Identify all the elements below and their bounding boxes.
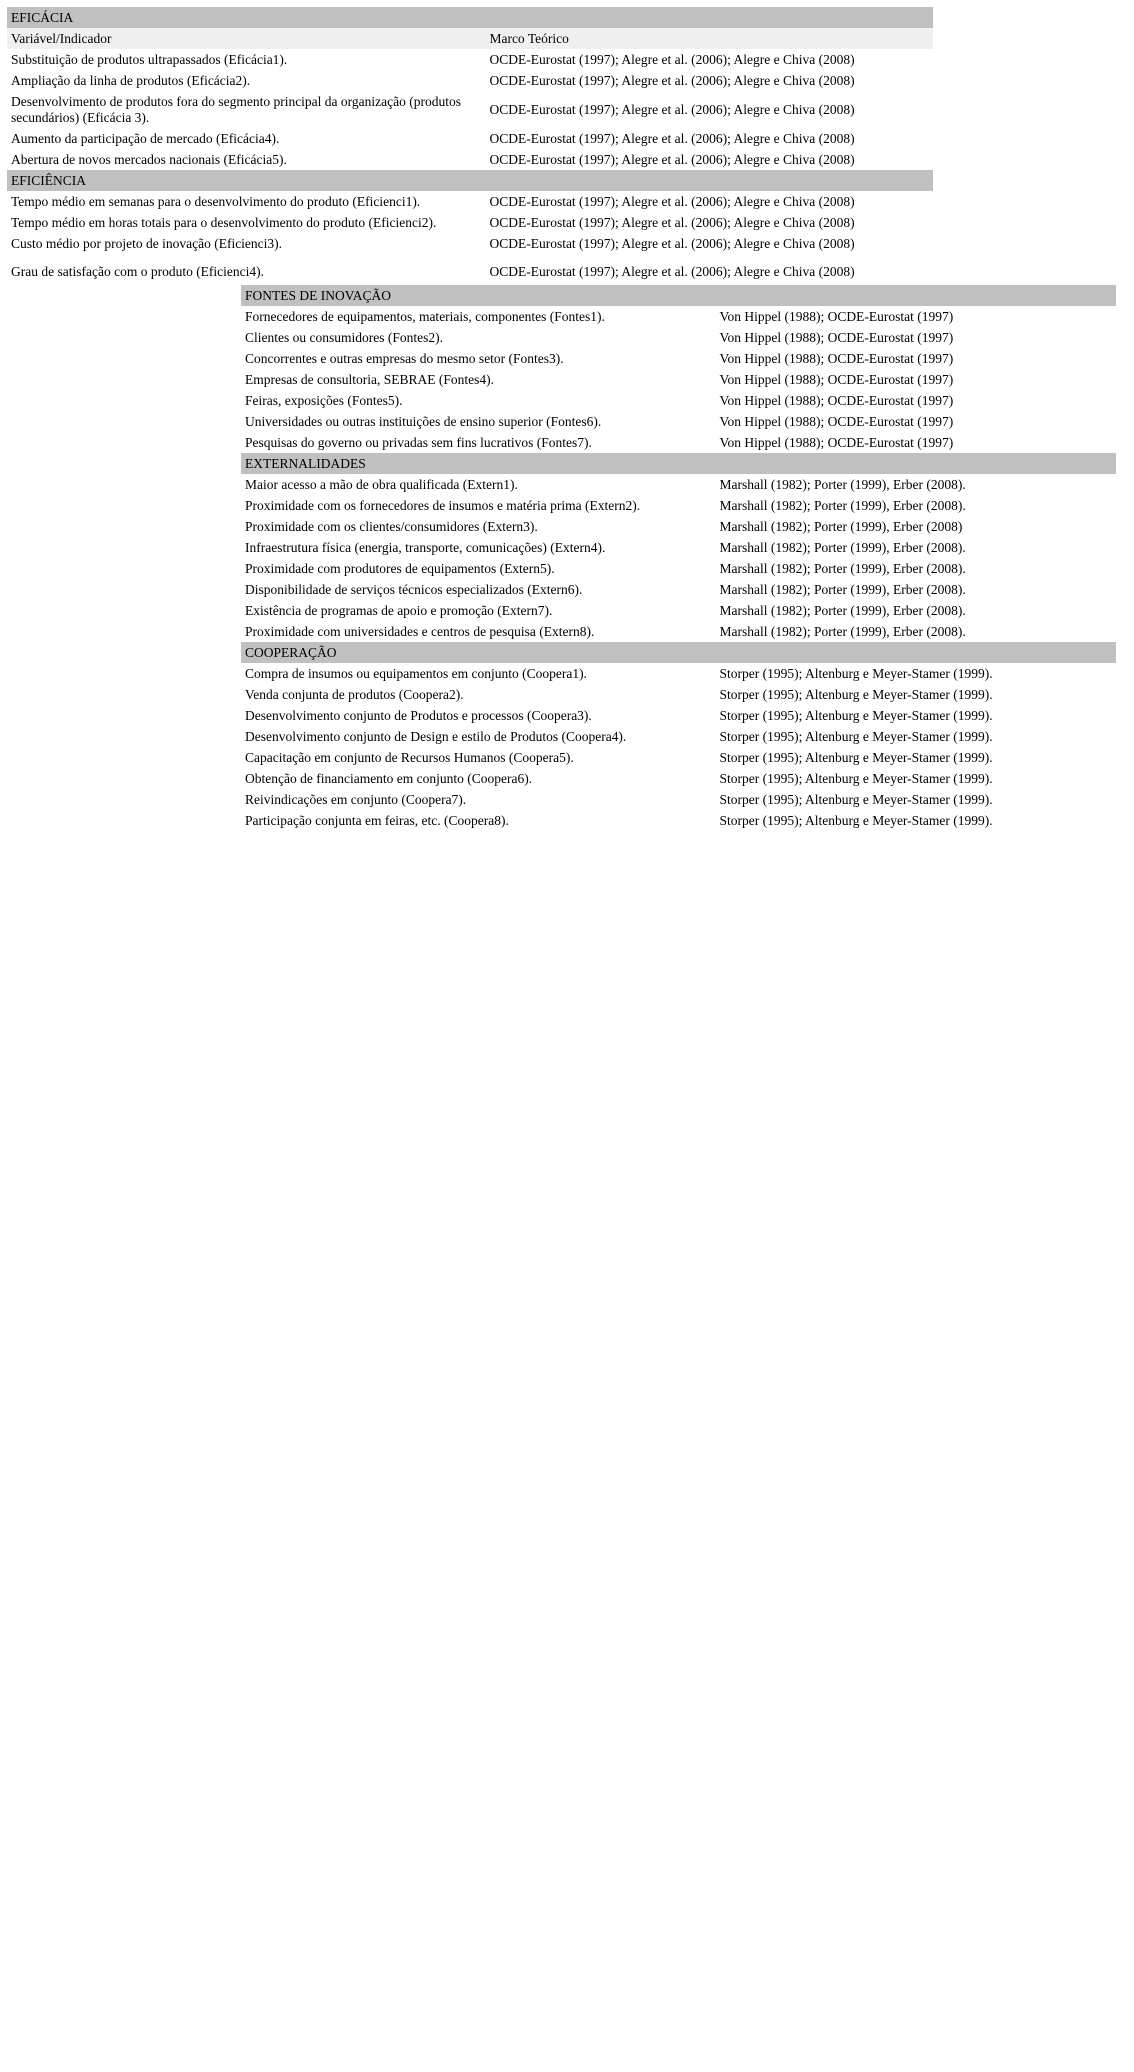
indicator-cell: Obtenção de financiamento em conjunto (Coopera6).: [245, 770, 533, 786]
indicator-cell: Substituição de produtos ultrapassados (Eficácia1).: [11, 51, 288, 67]
table-row: [241, 789, 1116, 810]
indicator-cell: Ampliação da linha de produtos (Eficácia2).: [11, 72, 251, 88]
indicator-cell: Feiras, exposições (Fontes5).: [245, 392, 403, 408]
table-row: [241, 768, 1116, 789]
section-title-eficiencia: EFICIÊNCIA: [7, 170, 933, 191]
indicator-cell: Maior acesso a mão de obra qualificada (Extern1).: [245, 476, 518, 492]
reference-cell: Storper (1995); Altenburg e Meyer-Stamer (1999).: [719, 686, 993, 702]
reference-cell: Storper (1995); Altenburg e Meyer-Stamer (1999).: [719, 728, 993, 744]
table-row: [241, 663, 1116, 684]
table-fontes-externalidades-cooperacao: [241, 285, 1116, 831]
reference-cell: Storper (1995); Altenburg e Meyer-Stamer (1999).: [719, 665, 993, 681]
indicator-cell: Compra de insumos ou equipamentos em conjunto (Coopera1).: [245, 665, 587, 681]
table-row: [241, 516, 1116, 537]
reference-cell: Marshall (1982); Porter (1999), Erber (2008).: [719, 602, 966, 618]
indicator-cell: Fornecedores de equipamentos, materiais, componentes (Fontes1).: [245, 308, 605, 324]
table-row: [7, 91, 933, 128]
indicator-cell: Concorrentes e outras empresas do mesmo setor (Fontes3).: [245, 350, 564, 366]
reference-cell: OCDE-Eurostat (1997); Alegre et al. (2006); Alegre e Chiva (2008): [489, 72, 855, 88]
indicator-cell: Universidades ou outras instituições de ensino superior (Fontes6).: [245, 413, 602, 429]
table-row: [241, 621, 1116, 642]
reference-cell: Marshall (1982); Porter (1999), Erber (2008): [719, 518, 963, 534]
table-row: [241, 348, 1116, 369]
indicator-cell: Proximidade com universidades e centros de pesquisa (Extern8).: [245, 623, 595, 639]
reference-cell: Storper (1995); Altenburg e Meyer-Stamer (1999).: [719, 791, 993, 807]
table-row: [241, 537, 1116, 558]
table-row: [7, 49, 933, 70]
indicator-cell: Empresas de consultoria, SEBRAE (Fontes4).: [245, 371, 494, 387]
column-header-row: [7, 28, 933, 49]
reference-cell: Storper (1995); Altenburg e Meyer-Stamer (1999).: [719, 707, 993, 723]
section-header-row: [241, 642, 1116, 663]
indicator-cell: Clientes ou consumidores (Fontes2).: [245, 329, 443, 345]
indicator-cell: Existência de programas de apoio e promoção (Extern7).: [245, 602, 553, 618]
table-row: [241, 747, 1116, 768]
table-row: [241, 306, 1116, 327]
indicator-cell: Desenvolvimento conjunto de Design e estilo de Produtos (Coopera4).: [245, 728, 627, 744]
reference-cell: OCDE-Eurostat (1997); Alegre et al. (2006); Alegre e Chiva (2008): [489, 214, 855, 230]
indicator-cell: Abertura de novos mercados nacionais (Eficácia5).: [11, 151, 287, 167]
reference-cell: OCDE-Eurostat (1997); Alegre et al. (2006); Alegre e Chiva (2008): [489, 130, 855, 146]
indicator-cell: Desenvolvimento de produtos fora do segmento principal da organização (produtos secundários) (Eficácia 3).: [11, 93, 462, 125]
reference-cell: OCDE-Eurostat (1997); Alegre et al. (2006); Alegre e Chiva (2008): [489, 151, 855, 167]
reference-cell: Von Hippel (1988); OCDE-Eurostat (1997): [719, 392, 954, 408]
indicator-cell: Proximidade com os fornecedores de insumos e matéria prima (Extern2).: [245, 497, 641, 513]
indicator-cell: Desenvolvimento conjunto de Produtos e processos (Coopera3).: [245, 707, 592, 723]
reference-cell: Von Hippel (1988); OCDE-Eurostat (1997): [719, 413, 954, 429]
reference-cell: Von Hippel (1988); OCDE-Eurostat (1997): [719, 371, 954, 387]
table-row: [241, 579, 1116, 600]
section-header-row: [7, 7, 933, 28]
table-row: [7, 233, 933, 254]
table-row: [241, 495, 1116, 516]
reference-cell: Storper (1995); Altenburg e Meyer-Stamer (1999).: [719, 749, 993, 765]
indicator-cell: Infraestrutura física (energia, transporte, comunicações) (Extern4).: [245, 539, 606, 555]
table-row: [241, 726, 1116, 747]
table-row: [7, 70, 933, 91]
table-row: [7, 128, 933, 149]
table-row: [241, 411, 1116, 432]
indicator-cell: Proximidade com produtores de equipamentos (Extern5).: [245, 560, 555, 576]
table-row: [241, 369, 1116, 390]
table-row: [7, 212, 933, 233]
reference-cell: OCDE-Eurostat (1997); Alegre et al. (2006); Alegre e Chiva (2008): [489, 264, 855, 279]
indicator-cell: Tempo médio em semanas para o desenvolvimento do produto (Eficienci1).: [11, 193, 421, 209]
table-row: [7, 254, 933, 281]
table-row: [241, 390, 1116, 411]
reference-cell: OCDE-Eurostat (1997); Alegre et al. (2006); Alegre e Chiva (2008): [489, 235, 855, 251]
table-row: [241, 705, 1116, 726]
reference-cell: Von Hippel (1988); OCDE-Eurostat (1997): [719, 329, 954, 345]
indicator-cell: Capacitação em conjunto de Recursos Humanos (Coopera5).: [245, 749, 574, 765]
section-header-row: [7, 170, 933, 191]
table-row: [7, 191, 933, 212]
column-header-framework: Marco Teórico: [485, 28, 933, 49]
section-header-row: [241, 453, 1116, 474]
section-header-row: [241, 285, 1116, 306]
reference-cell: Storper (1995); Altenburg e Meyer-Stamer (1999).: [719, 770, 993, 786]
reference-cell: Marshall (1982); Porter (1999), Erber (2008).: [719, 560, 966, 576]
table-eficacia-eficiencia: [7, 7, 933, 281]
reference-cell: Von Hippel (1988); OCDE-Eurostat (1997): [719, 350, 954, 366]
indicator-cell: Reivindicações em conjunto (Coopera7).: [245, 791, 467, 807]
table-row: [241, 684, 1116, 705]
reference-cell: Marshall (1982); Porter (1999), Erber (2008).: [719, 539, 966, 555]
indicator-cell: Disponibilidade de serviços técnicos especializados (Extern6).: [245, 581, 583, 597]
indicator-cell: Venda conjunta de produtos (Coopera2).: [245, 686, 464, 702]
table-row: [241, 432, 1116, 453]
reference-cell: Marshall (1982); Porter (1999), Erber (2008).: [719, 476, 966, 492]
table-row: [241, 327, 1116, 348]
table-row: [241, 474, 1116, 495]
indicator-cell: Aumento da participação de mercado (Eficácia4).: [11, 130, 280, 146]
table-row: [7, 149, 933, 170]
reference-cell: Marshall (1982); Porter (1999), Erber (2008).: [719, 581, 966, 597]
indicator-cell: Grau de satisfação com o produto (Eficienci4).: [11, 264, 265, 279]
section-title-fontes: FONTES DE INOVAÇÃO: [241, 285, 1116, 306]
reference-cell: Von Hippel (1988); OCDE-Eurostat (1997): [719, 308, 954, 324]
reference-cell: OCDE-Eurostat (1997); Alegre et al. (2006); Alegre e Chiva (2008): [489, 51, 855, 67]
reference-cell: OCDE-Eurostat (1997); Alegre et al. (2006); Alegre e Chiva (2008): [489, 193, 855, 209]
section-title-eficacia: EFICÁCIA: [7, 7, 933, 28]
indicator-cell: Proximidade com os clientes/consumidores (Extern3).: [245, 518, 538, 534]
reference-cell: Marshall (1982); Porter (1999), Erber (2008).: [719, 497, 966, 513]
table-row: [241, 600, 1116, 621]
indicator-cell: Participação conjunta em feiras, etc. (Coopera8).: [245, 812, 509, 828]
section-title-cooperacao: COOPERAÇÃO: [241, 642, 1116, 663]
indicator-cell: Pesquisas do governo ou privadas sem fins lucrativos (Fontes7).: [245, 434, 592, 450]
reference-cell: Storper (1995); Altenburg e Meyer-Stamer (1999).: [719, 812, 993, 828]
table-row: [241, 558, 1116, 579]
reference-cell: OCDE-Eurostat (1997); Alegre et al. (2006); Alegre e Chiva (2008): [489, 101, 855, 117]
indicator-cell: Tempo médio em horas totais para o desenvolvimento do produto (Eficienci2).: [11, 214, 437, 230]
column-header-variable: Variável/Indicador: [7, 28, 485, 49]
reference-cell: Von Hippel (1988); OCDE-Eurostat (1997): [719, 434, 954, 450]
reference-cell: Marshall (1982); Porter (1999), Erber (2008).: [719, 623, 966, 639]
section-title-externalidades: EXTERNALIDADES: [241, 453, 1116, 474]
indicator-cell: Custo médio por projeto de inovação (Eficienci3).: [11, 235, 283, 251]
table-row: [241, 810, 1116, 831]
